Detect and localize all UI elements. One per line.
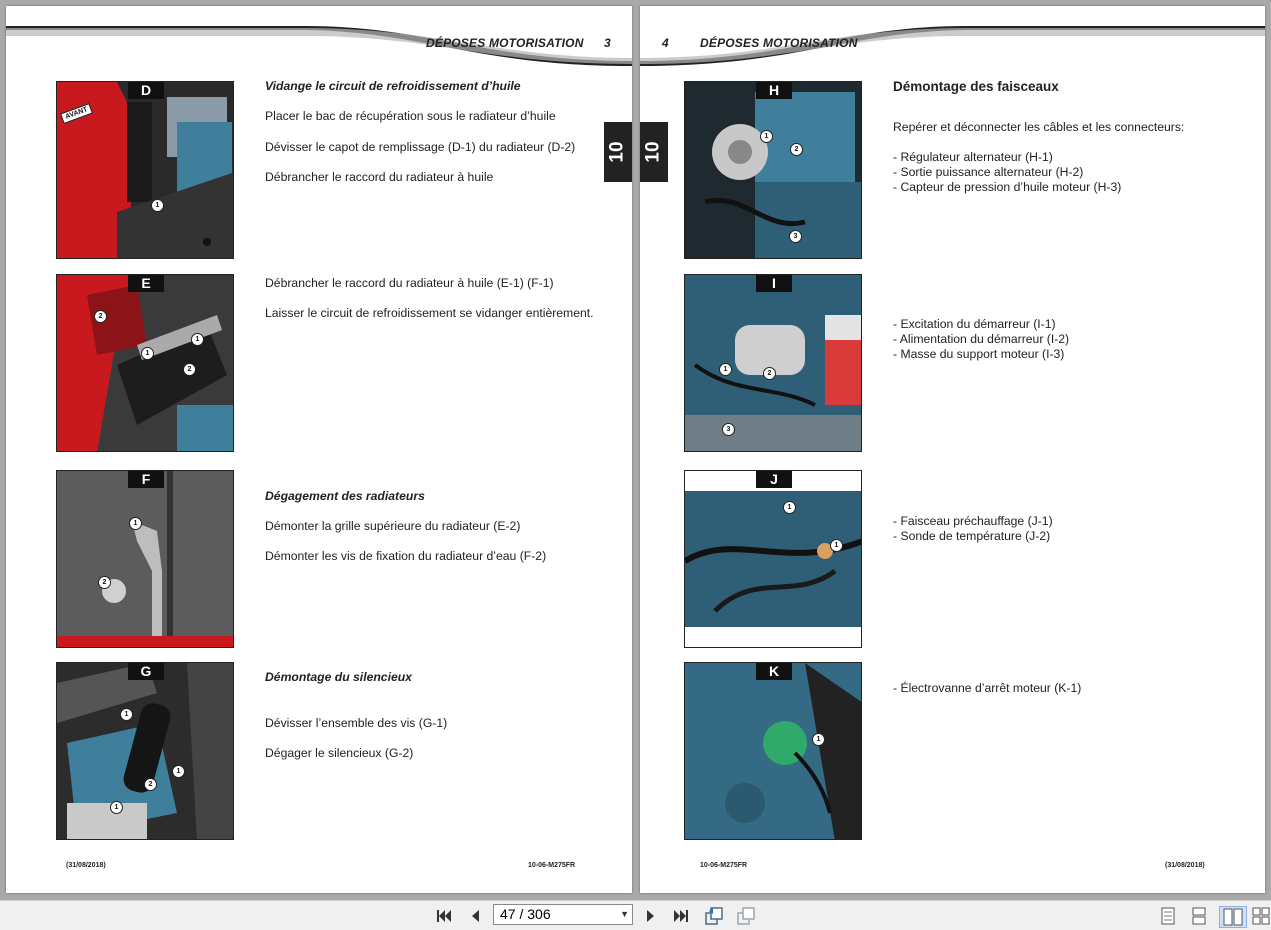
- list-item: - Faisceau préchauffage (J-1): [893, 514, 1053, 528]
- callout-marker: 1: [830, 539, 843, 552]
- section-title: Démontage du silencieux: [265, 670, 412, 684]
- page-number: 3: [604, 36, 611, 50]
- photo-label: H: [756, 82, 792, 99]
- chapter-tab: 10: [640, 122, 668, 182]
- continuous-two-page-icon: [1252, 907, 1270, 925]
- previous-page-button[interactable]: [465, 906, 485, 926]
- list-item: - Masse du support moteur (I-3): [893, 347, 1065, 361]
- callout-marker: 2: [98, 576, 111, 589]
- two-page-view-button[interactable]: [1219, 906, 1247, 928]
- footer-reference: 10-06-M275FR: [700, 862, 748, 869]
- instruction-line: Débrancher le raccord du radiateur à huile (E-1) (F-1): [265, 276, 554, 290]
- page-number: 4: [662, 36, 669, 50]
- section-title: Dégagement des radiateurs: [265, 489, 425, 503]
- instruction-line: Dévisser l’ensemble des vis (G-1): [265, 716, 448, 730]
- callout-marker: 1: [110, 801, 123, 814]
- list-item: - Excitation du démarreur (I-1): [893, 317, 1056, 331]
- list-item: - Électrovanne d’arrêt moteur (K-1): [893, 681, 1082, 695]
- footer-date: (31/08/2018): [66, 862, 106, 869]
- callout-marker: 2: [144, 778, 157, 791]
- callout-marker: 1: [172, 765, 185, 778]
- chevron-down-icon[interactable]: ▼: [620, 909, 629, 919]
- next-page-button[interactable]: [641, 906, 661, 926]
- callout-marker: 1: [719, 363, 732, 376]
- photo-label: J: [756, 471, 792, 488]
- previous-page-icon: [468, 908, 482, 924]
- avant-badge: AVANT: [60, 103, 93, 124]
- footer-reference: 10-06-M275FR: [528, 862, 576, 869]
- page-header-title: DÉPOSES MOTORISATION: [426, 36, 584, 50]
- right-page: [640, 6, 1265, 893]
- list-item: - Régulateur alternateur (H-1): [893, 150, 1053, 164]
- continuous-view-button[interactable]: [1189, 906, 1209, 926]
- page-indicator: 47 / 306: [500, 906, 551, 922]
- photo-e: [56, 274, 234, 452]
- chapter-tab: 10: [604, 122, 632, 182]
- two-page-icon: [1223, 908, 1243, 926]
- callout-marker: 1: [151, 199, 164, 212]
- back-icon: [704, 907, 724, 925]
- forward-button[interactable]: [736, 906, 756, 926]
- photo-label: D: [128, 82, 164, 99]
- callout-marker: 1: [760, 130, 773, 143]
- callout-marker: 1: [191, 333, 204, 346]
- first-page-icon: [435, 908, 453, 924]
- forward-icon: [736, 907, 756, 925]
- single-page-icon: [1161, 907, 1175, 925]
- page-number-field[interactable]: [493, 904, 633, 925]
- photo-j: [684, 470, 862, 648]
- photo-label: K: [756, 663, 792, 680]
- instruction-line: Dégager le silencieux (G-2): [265, 746, 414, 760]
- instruction-line: Débrancher le raccord du radiateur à huile: [265, 170, 494, 184]
- photo-d: [56, 81, 234, 259]
- single-page-view-button[interactable]: [1158, 906, 1178, 926]
- instruction-line: Démonter les vis de fixation du radiateur d’eau (F-2): [265, 549, 547, 563]
- list-item: - Alimentation du démarreur (I-2): [893, 332, 1070, 346]
- viewer-toolbar: [0, 900, 1271, 930]
- intro-line: Repérer et déconnecter les câbles et les connecteurs:: [893, 120, 1185, 134]
- callout-marker: 1: [141, 347, 154, 360]
- callout-marker: 1: [812, 733, 825, 746]
- callout-marker: 2: [790, 143, 803, 156]
- back-button[interactable]: [704, 906, 724, 926]
- callout-marker: 3: [789, 230, 802, 243]
- photo-i: [684, 274, 862, 452]
- instruction-line: Placer le bac de récupération sous le radiateur d’huile: [265, 109, 556, 123]
- callout-marker: 2: [94, 310, 107, 323]
- photo-h: [684, 81, 862, 259]
- photo-k: [684, 662, 862, 840]
- section-title: Vidange le circuit de refroidissement d’huile: [265, 79, 521, 93]
- instruction-line: Démonter la grille supérieure du radiateur (E-2): [265, 519, 521, 533]
- list-item: - Sonde de température (J-2): [893, 529, 1051, 543]
- next-page-icon: [644, 908, 658, 924]
- callout-marker: 3: [722, 423, 735, 436]
- first-page-button[interactable]: [434, 906, 454, 926]
- continuous-two-page-view-button[interactable]: [1251, 906, 1271, 926]
- callout-marker: 1: [129, 517, 142, 530]
- photo-label: G: [128, 663, 164, 680]
- list-item: - Capteur de pression d’huile moteur (H-3): [893, 180, 1122, 194]
- callout-marker: 2: [763, 367, 776, 380]
- instruction-line: Laisser le circuit de refroidissement se vidanger entièrement.: [265, 306, 594, 320]
- callout-marker: 2: [183, 363, 196, 376]
- continuous-page-icon: [1192, 907, 1206, 925]
- last-page-button[interactable]: [671, 906, 691, 926]
- instruction-line: Dévisser le capot de remplissage (D-1) du radiateur (D-2): [265, 140, 576, 154]
- list-item: - Sortie puissance alternateur (H-2): [893, 165, 1084, 179]
- last-page-icon: [672, 908, 690, 924]
- footer-date: (31/08/2018): [1165, 862, 1205, 869]
- page-header-title: DÉPOSES MOTORISATION: [700, 36, 858, 50]
- left-page: [6, 6, 632, 893]
- callout-marker: 1: [120, 708, 133, 721]
- photo-label: I: [756, 275, 792, 292]
- callout-marker: 1: [783, 501, 796, 514]
- photo-label: E: [128, 275, 164, 292]
- photo-label: F: [128, 471, 164, 488]
- photo-f: [56, 470, 234, 648]
- photo-g: [56, 662, 234, 840]
- section-title: Démontage des faisceaux: [893, 79, 1059, 94]
